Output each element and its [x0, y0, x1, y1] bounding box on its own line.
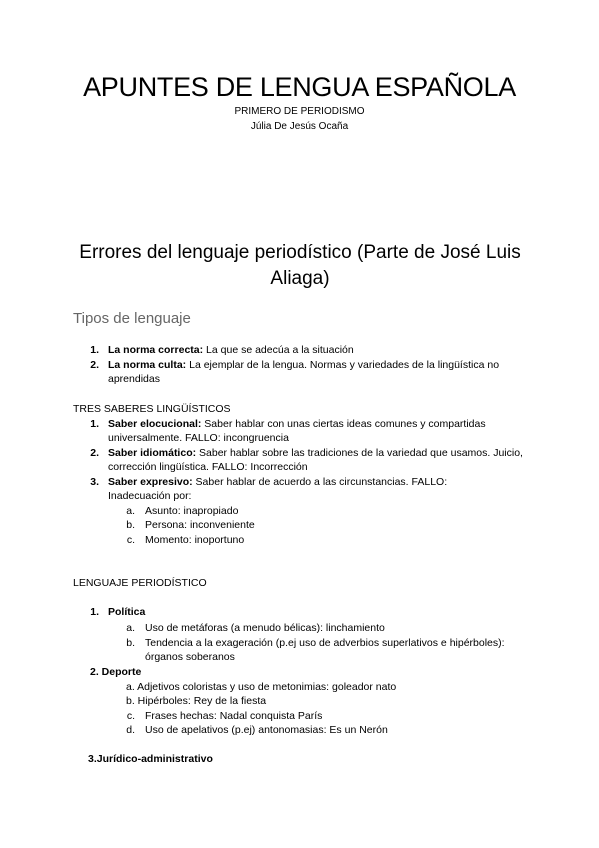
sublist-item: a. Adjetivos coloristas y uso de metonimias: goleador nato	[126, 681, 397, 693]
sublist-marker: b.	[126, 637, 135, 649]
list-item	[108, 343, 528, 357]
periodistico-heading: LENGUAJE PERIODÍSTICO	[73, 577, 207, 589]
saberes-heading: TRES SABERES LINGÜÍSTICOS	[73, 403, 231, 415]
list-item-term: Saber expresivo:	[108, 476, 193, 488]
list-item	[108, 417, 528, 445]
list-marker: 2.	[90, 447, 99, 459]
tipos-heading: Tipos de lenguaje	[73, 310, 191, 327]
list-marker: 1.	[90, 344, 99, 356]
list-item-text: Saber hablar con unas ciertas ideas comunes y compartidas universalmente. FALLO: incongruencia	[108, 418, 486, 444]
sublist-item: Asunto: inapropiado	[145, 505, 239, 517]
sublist-item: Momento: inoportuno	[145, 534, 245, 546]
sublist-item: Frases hechas: Nadal conquista París	[145, 710, 323, 722]
list-item-text: La ejemplar de la lengua. Normas y variedades de la lingüística no aprendidas	[108, 359, 500, 385]
course-subtitle: PRIMERO DE PERIODISMO	[234, 106, 365, 117]
list-marker: 1.	[90, 606, 99, 618]
list-item	[108, 475, 508, 503]
list-marker: 1.	[90, 418, 99, 430]
list-item-text: Saber hablar sobre las tradiciones de la variedad que usamos. Juicio, corrección lingüística. FALLO: Incorrección	[108, 447, 523, 473]
sublist-marker: b.	[126, 519, 135, 531]
list-item	[108, 358, 528, 386]
deporte-label: 2. Deporte	[90, 666, 142, 678]
list-item-text: Saber hablar de acuerdo a las circunstancias. FALLO: Inadecuación por:	[108, 476, 448, 502]
politica-label: Política	[108, 606, 146, 618]
author-name: Júlia De Jesús Ocaña	[250, 121, 349, 132]
list-marker: 2.	[90, 359, 99, 371]
list-item-term: La norma correcta:	[108, 344, 204, 356]
sublist-marker: a.	[126, 505, 135, 517]
sublist-marker: c.	[126, 534, 135, 546]
sublist-marker: c.	[126, 710, 135, 722]
sublist-item: Tendencia a la exageración (p.ej uso de adverbios superlativos e hipérboles): órganos soberanos	[145, 637, 505, 663]
sublist-item: Uso de metáforas (a menudo bélicas): linchamiento	[145, 622, 385, 634]
list-item	[108, 446, 528, 474]
sublist-item: Uso de apelativos (p.ej) antonomasias: Es un Nerón	[145, 724, 388, 736]
list-item-text: La que se adecúa a la situación	[203, 344, 354, 356]
list-marker: 3.	[90, 476, 99, 488]
sublist-marker: a.	[126, 622, 135, 634]
juridico-label: 3.Jurídico-administrativo	[88, 753, 213, 765]
sublist-item: Persona: inconveniente	[145, 519, 255, 531]
list-item-term: Saber elocucional:	[108, 418, 202, 430]
list-item-term: La norma culta:	[108, 359, 187, 371]
section-title: Errores del lenguaje periodístico (Parte de José Luis Aliaga)	[79, 242, 521, 289]
list-item-term: Saber idiomático:	[108, 447, 197, 459]
sublist-item: b. Hipérboles: Rey de la fiesta	[126, 695, 267, 707]
sublist-marker: d.	[126, 724, 135, 736]
document-title: APUNTES DE LENGUA ESPAÑOLA	[83, 72, 516, 102]
